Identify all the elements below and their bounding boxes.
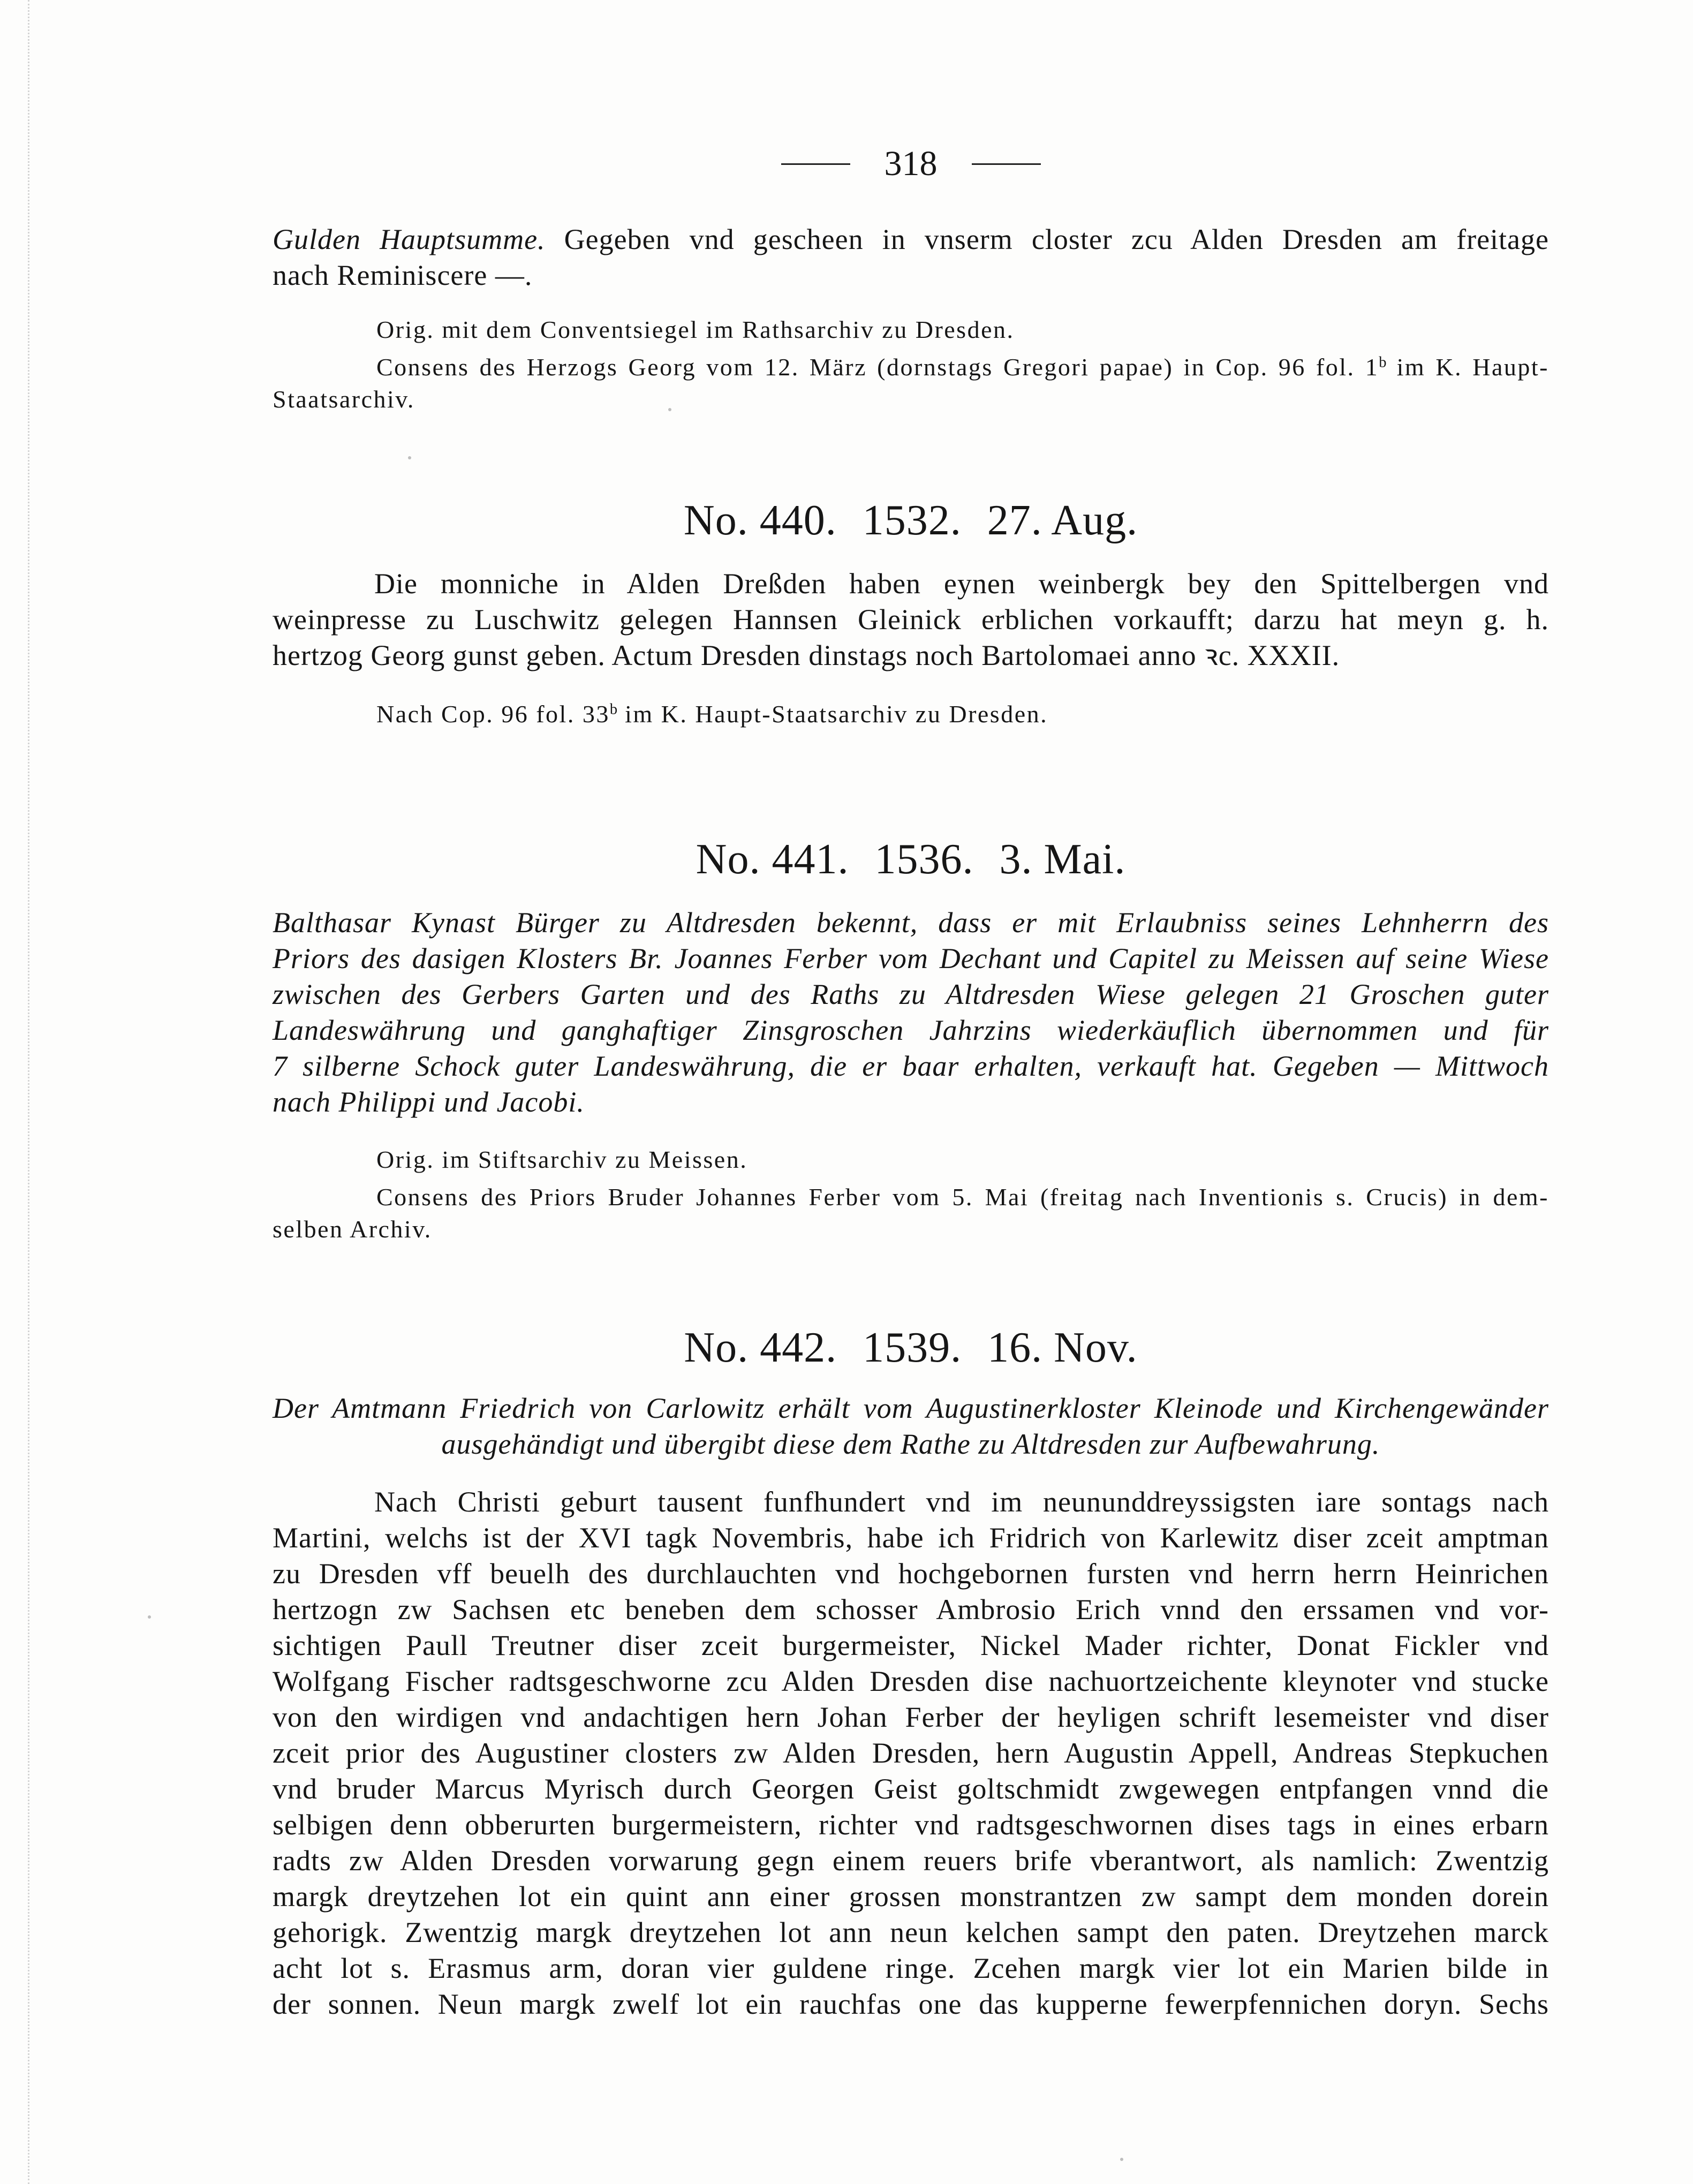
text-line bbox=[273, 222, 1549, 258]
document-summary bbox=[273, 1390, 1549, 1462]
text-segment: im K. Haupt- bbox=[1386, 353, 1550, 381]
superscript: b bbox=[609, 701, 618, 718]
text-segment: Gegeben vnd gescheen in vnserm closter zcu Alden Dresden am freitage bbox=[545, 223, 1549, 255]
text-line: nach Reminiscere —. bbox=[273, 259, 533, 291]
archive-note bbox=[273, 1144, 1549, 1176]
text-line: hertzog Georg gunst geben. Actum Dresden dinstags noch Bartolomaei anno ꝛc. XXXII. bbox=[273, 639, 1340, 671]
text-line: sichtigen Paull Treutner diser zceit burgermeister, Nickel Mader richter, Donat Fickler vnd bbox=[273, 1629, 1549, 1661]
document-heading bbox=[273, 495, 1549, 546]
text-line: von den wirdigen vnd andachtigen hern Johan Ferber der heyligen schrift lesemeister vnd diser bbox=[273, 1701, 1549, 1733]
document-number: No. 440. bbox=[683, 497, 837, 544]
superscript: b bbox=[1379, 354, 1387, 371]
text-line: zceit prior des Augustiner closters zw Alden Dresden, hern Augustin Appell, Andreas Stepkuchen bbox=[273, 1737, 1549, 1769]
summary-line: nach Philippi und Jacobi. bbox=[273, 1086, 585, 1118]
summary-line: Landeswährung und ganghaftiger Zinsgroschen Jahrzins wiederkäuflich übernommen und für bbox=[273, 1014, 1549, 1046]
note-line: selben Archiv. bbox=[273, 1215, 432, 1243]
archive-note bbox=[273, 698, 1549, 730]
document-year: 1532. bbox=[862, 497, 962, 544]
document-heading bbox=[273, 1322, 1549, 1373]
text-line: weinpresse zu Luschwitz gelegen Hannsen Gleinick erblichen vorkaufft; darzu hat meyn g. h. bbox=[273, 603, 1549, 636]
text-line: radts zw Alden Dresden vorwarung gegn einem reuers brife vberantwort, als namlich: Zwentzig bbox=[273, 1845, 1549, 1877]
archive-note bbox=[273, 1181, 1549, 1245]
summary-line: ausgehändigt und übergibt diese dem Rathe zu Altdresden zur Aufbewahrung. bbox=[441, 1428, 1380, 1460]
document-year: 1536. bbox=[874, 836, 974, 883]
text-line: vnd bruder Marcus Myrisch durch Georgen Geist goltschmidt zwgewegen entpfangen vnnd die bbox=[273, 1773, 1549, 1805]
note-line bbox=[273, 351, 1549, 383]
scan-speck bbox=[1120, 2158, 1123, 2161]
text-line: margk dreytzehen lot ein quint ann einer grossen monstrantzen zw sampt dem monden dorein bbox=[273, 1880, 1549, 1913]
document-summary bbox=[273, 905, 1549, 1120]
note-line: Orig. mit dem Conventsiegel im Rathsarchiv zu Dresden. bbox=[376, 316, 1015, 343]
text-line: Nach Christi geburt tausent funfhundert vnd im neununddreyssigsten iare sontags nach bbox=[374, 1486, 1549, 1518]
archive-note bbox=[273, 351, 1549, 415]
text-line: der sonnen. Neun margk zwelf lot ein rauchfas one das kupperne fewerpfennichen doryn. Sechs bbox=[273, 1988, 1549, 2020]
note-line: Orig. im Stiftsarchiv zu Meissen. bbox=[376, 1146, 748, 1173]
text-line: Martini, welchs ist der XVI tagk Novembris, habe ich Fridrich von Karlewitz diser zceit amptman bbox=[273, 1522, 1549, 1554]
document-heading bbox=[273, 834, 1549, 885]
page-number-rule-right bbox=[972, 163, 1041, 165]
scan-edge-line bbox=[28, 0, 29, 2184]
document-year: 1539. bbox=[863, 1324, 962, 1371]
archive-note bbox=[273, 314, 1549, 346]
summary-line: Balthasar Kynast Bürger zu Altdresden bekennt, dass er mit Erlaubniss seines Lehnherrn des bbox=[273, 906, 1549, 939]
document-number: No. 442. bbox=[684, 1324, 837, 1371]
page-number: 318 bbox=[884, 144, 938, 183]
continuation-paragraph bbox=[273, 222, 1549, 293]
document-number: No. 441. bbox=[696, 836, 849, 883]
scan-speck bbox=[148, 1615, 151, 1619]
scan-speck bbox=[408, 456, 411, 459]
text-line: hertzogn zw Sachsen etc beneben dem schosser Ambrosio Erich vnnd den erssamen vnd vor- bbox=[273, 1593, 1549, 1626]
text-line: selbigen denn obberurten burgermeistern, richter vnd radtsgeschwornen dises tags in eines erbarn bbox=[273, 1809, 1549, 1841]
text-line: Die monniche in Alden Dreßden haben eynen weinbergk bey den Spittelbergen vnd bbox=[374, 568, 1549, 600]
page-number-rule-left bbox=[781, 163, 850, 165]
document-date: 16. Nov. bbox=[987, 1324, 1138, 1371]
italic-phrase: Gulden Hauptsumme. bbox=[273, 223, 546, 255]
document-text bbox=[273, 1484, 1549, 2022]
document-date: 27. Aug. bbox=[987, 497, 1138, 544]
text-line: gehorigk. Zwentzig margk dreytzehen lot ann neun kelchen sampt den paten. Dreytzehen marck bbox=[273, 1916, 1549, 1948]
note-line: Staatsarchiv. bbox=[273, 386, 415, 413]
text-line: acht lot s. Erasmus arm, doran vier guldene ringe. Zcehen margk vier lot ein Marien bilde in bbox=[273, 1952, 1549, 1984]
page-header bbox=[273, 142, 1549, 185]
document-date: 3. Mai. bbox=[999, 836, 1126, 883]
note-line bbox=[273, 698, 1549, 730]
document-text bbox=[273, 566, 1549, 674]
summary-line: 7 silberne Schock guter Landeswährung, die er baar erhalten, verkauft hat. Gegeben — Mittwoch bbox=[273, 1050, 1549, 1082]
summary-line: Priors des dasigen Klosters Br. Joannes Ferber vom Dechant und Capitel zu Meissen auf seine Wiese bbox=[273, 942, 1549, 974]
note-line: Consens des Priors Bruder Johannes Ferber vom 5. Mai (freitag nach Inventionis s. Crucis) in dem- bbox=[376, 1183, 1549, 1211]
text-line: Wolfgang Fischer radtsgeschworne zcu Alden Dresden dise nachuortzeichente kleynoter vnd stucke bbox=[273, 1665, 1549, 1697]
summary-line: Der Amtmann Friedrich von Carlowitz erhält vom Augustinerkloster Kleinode und Kirchengewänder bbox=[273, 1392, 1549, 1424]
summary-line: zwischen des Gerbers Garten und des Raths zu Altdresden Wiese gelegen 21 Groschen guter bbox=[273, 978, 1549, 1010]
text-segment: im K. Haupt-Staatsarchiv zu Dresden. bbox=[617, 700, 1048, 728]
text-segment: Nach Cop. 96 fol. 33 bbox=[376, 700, 610, 728]
text-segment: Consens des Herzogs Georg vom 12. März (dornstags Gregori papae) in Cop. 96 fol. 1 bbox=[376, 353, 1379, 381]
text-line: zu Dresden vff beuelh des durchlauchten vnd hochgebornen fursten vnd herrn herrn Heinrichen bbox=[273, 1558, 1549, 1590]
